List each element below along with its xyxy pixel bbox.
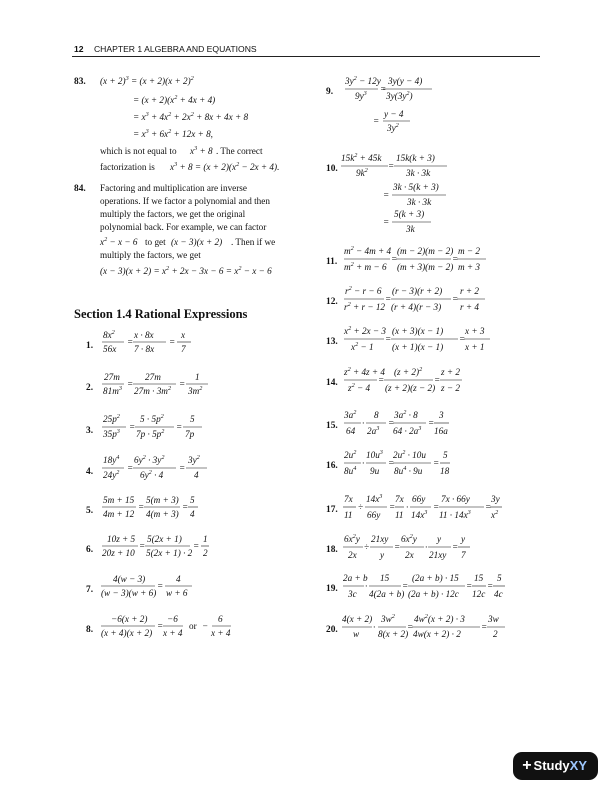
svg-text:=: = xyxy=(157,621,164,631)
svg-text:w + 6: w + 6 xyxy=(166,588,188,598)
svg-text:5: 5 xyxy=(190,414,195,424)
exercise-number: 10. xyxy=(326,164,338,174)
svg-text:= (x + 2)(x2 + 4x + 4): = $(x + 2)(x^2 + 4x + 4)$ xyxy=(133,94,216,105)
svg-text:multiply the factors, we get: multiply the factors, we get xyxy=(100,250,201,260)
svg-text:5: 5 xyxy=(443,450,448,460)
exercise-84 xyxy=(99,183,275,276)
svg-text:=: = xyxy=(485,502,492,512)
exercises-right xyxy=(341,75,503,639)
svg-text:(w − 3)(w + 6): (w − 3)(w + 6) xyxy=(101,588,157,598)
plus-icon: + xyxy=(522,757,532,774)
svg-text:3k · 3k: 3k · 3k xyxy=(406,168,431,178)
svg-text:=: = xyxy=(388,161,395,171)
studyxy-watermark: + StudyXY xyxy=(513,752,598,780)
svg-text:8(x + 2): 8(x + 2) xyxy=(378,629,409,639)
svg-text:= x3 + 4x2 + 2x2 + 8x + 4x + 8: = $x^3 + 4x^2 + 2x^2 + 8x + 4x + 8$ xyxy=(133,111,249,122)
svg-text:(x + 1)(x − 1): (x + 1)(x − 1) xyxy=(392,342,444,352)
svg-text:. The correct: . The correct xyxy=(216,146,263,156)
svg-text:4w(x + 2) · 2: 4w(x + 2) · 2 xyxy=(413,629,461,639)
svg-text:x2 + 2x − 3: $x^2 + 2x - 3$ xyxy=(344,325,387,336)
svg-text:w: w xyxy=(353,629,360,639)
exercise-number: 13. xyxy=(326,337,338,347)
svg-text:−6: −6 xyxy=(167,614,178,624)
svg-text:=: = xyxy=(373,116,380,126)
svg-text:=: = xyxy=(452,294,459,304)
svg-text:factorization is: factorization is xyxy=(100,162,155,172)
svg-text:x · 8x: x · 8x xyxy=(134,330,154,340)
svg-text:=: = xyxy=(193,541,200,551)
svg-text:4w2(x + 2) · 3: $4w^2(x + 2) \cdot 3$ xyxy=(414,613,465,624)
svg-text:14x3: $14x^3$ xyxy=(411,509,428,520)
svg-text:=: = xyxy=(434,375,441,385)
svg-text:3a2 · 8: $3a^2 \cdot 8$ xyxy=(394,409,418,420)
svg-text:8u4: $8u^4$ xyxy=(344,465,357,476)
svg-text:18y4: $18y^4$ xyxy=(103,454,120,465)
svg-text:−6(x + 2): −6(x + 2) xyxy=(111,614,148,624)
svg-text:(r − 3)(r + 2): (r − 3)(r + 2) xyxy=(392,286,443,296)
svg-text:81m3: $81m^3$ xyxy=(103,385,122,396)
svg-text:x + 1: x + 1 xyxy=(465,342,485,352)
exercise-number: 18. xyxy=(326,545,338,555)
svg-text:x: x xyxy=(181,330,186,340)
svg-text:3c: 3c xyxy=(348,589,357,599)
svg-text:66y: 66y xyxy=(367,510,381,520)
exercise-number: 17. xyxy=(326,505,338,515)
svg-text:24y2: $24y^2$ xyxy=(103,469,120,480)
svg-text:=: = xyxy=(129,422,136,432)
svg-text:=: = xyxy=(127,463,134,473)
svg-text:7p: 7p xyxy=(185,429,195,439)
svg-text:=: = xyxy=(389,502,396,512)
exercise-number: 19. xyxy=(326,584,338,594)
svg-text:=: = xyxy=(182,502,189,512)
svg-text:6x2y: $6x^2y$ xyxy=(401,533,417,544)
svg-text:r + 4: r + 4 xyxy=(460,302,479,312)
svg-text:27m: 27m xyxy=(104,372,120,382)
svg-text:3: 3 xyxy=(439,410,444,420)
or-word: or xyxy=(189,621,197,631)
svg-text:18: 18 xyxy=(440,466,450,476)
svg-text:= x3 + 6x2 + 12x + 8,: = $x^3 + 6x^2 + 12x + 8$, xyxy=(133,128,213,139)
svg-text:r2 + r − 12: $r^2 + r - 12$ xyxy=(344,301,386,312)
svg-text:=: = xyxy=(402,581,409,591)
svg-text:5: 5 xyxy=(497,573,502,583)
svg-text:multiply the factors, we get t: multiply the factors, we get the original xyxy=(100,209,246,219)
svg-text:. Then if we: . Then if we xyxy=(231,237,276,247)
svg-text:x + 4: x + 4 xyxy=(211,628,231,638)
exercise-number: 20. xyxy=(326,625,338,635)
svg-text:=: = xyxy=(481,622,488,632)
svg-text:(2a + b) · 15: (2a + b) · 15 xyxy=(412,573,459,583)
svg-text:(x − 3)(x + 2): (x − 3)(x + 2) xyxy=(171,237,223,247)
svg-text:3k · 3k: 3k · 3k xyxy=(407,197,432,207)
svg-text:9y3: $9y^3$ xyxy=(355,90,367,101)
svg-text:z2 − 4: $z^2 - 4$ xyxy=(348,382,371,393)
exercise-number: 84. xyxy=(74,184,86,194)
svg-text:x3 + 8: $x^3 + 8$ xyxy=(190,145,213,156)
svg-text:64: 64 xyxy=(346,426,356,436)
svg-text:15: 15 xyxy=(380,573,390,583)
exercise-83 xyxy=(100,75,279,172)
svg-text:(x + 2)3 = (x + 2)(x + 2)2: $(x + 2)^3 = (x + 2)(x + 2)^2$ xyxy=(100,75,194,86)
svg-text:9k2: $9k^2$ xyxy=(356,167,368,178)
svg-text:=: = xyxy=(452,542,459,552)
svg-text:=: = xyxy=(385,294,392,304)
svg-text:=: = xyxy=(127,337,134,347)
svg-text:x2 − x − 6: $x^2 - x - 6$ xyxy=(100,236,138,247)
chapter-title: CHAPTER 1 ALGEBRA AND EQUATIONS xyxy=(93,44,257,54)
exercise-number: 16. xyxy=(326,461,338,471)
section-title: Section 1.4 Rational Expressions xyxy=(74,307,248,321)
svg-text:2: 2 xyxy=(203,548,208,558)
exercise-number: 8. xyxy=(86,625,94,635)
svg-text:2x: 2x xyxy=(405,550,414,560)
svg-text:=: = xyxy=(433,502,440,512)
svg-text:m2 − 4m + 4: $m^2 - 4m + 4$ xyxy=(344,245,392,256)
svg-text:x + 4: x + 4 xyxy=(163,628,183,638)
page-number: 12 xyxy=(74,44,84,54)
svg-text:4: 4 xyxy=(176,574,181,584)
svg-text:x + 3: x + 3 xyxy=(465,326,485,336)
svg-text:=: = xyxy=(169,337,176,347)
svg-text:4(w − 3): 4(w − 3) xyxy=(113,574,146,584)
svg-text:2x: 2x xyxy=(348,550,357,560)
exercise-number: 1. xyxy=(86,341,94,351)
exercise-number: 15. xyxy=(326,421,338,431)
svg-text:=: = xyxy=(459,334,466,344)
svg-text:5(k + 3): 5(k + 3) xyxy=(394,209,425,219)
svg-text:y: y xyxy=(461,534,466,544)
svg-text:66y: 66y xyxy=(412,494,426,504)
svg-text:(x − 3)(x + 2) = x2 + 2x − 3x: $(x - 3)(x + 2) = x^2 + 2x - 3x - 6 = x^2 - x - 6$ xyxy=(100,265,272,276)
svg-text:=: = xyxy=(394,542,401,552)
exercise-number: 7. xyxy=(86,585,94,595)
svg-text:35p3: $35p^3$ xyxy=(103,428,120,439)
svg-text:z − 2: z − 2 xyxy=(441,383,460,393)
svg-text:z2 + 4z + 4: $z^2 + 4z + 4$ xyxy=(344,366,386,377)
svg-text:3m2: $3m^2$ xyxy=(188,385,203,396)
svg-text:6: 6 xyxy=(218,614,223,624)
svg-text:−: − xyxy=(202,621,209,631)
svg-text:3k · 5(k + 3): 3k · 5(k + 3) xyxy=(393,182,439,192)
svg-text:(2a + b) · 12c: (2a + b) · 12c xyxy=(408,589,459,599)
svg-text:Factoring and multiplication a: Factoring and multiplication are inverse xyxy=(100,183,247,193)
svg-text:7: 7 xyxy=(181,344,186,354)
svg-text:(z + 2)2: $(z + 2)^2$ xyxy=(394,366,423,377)
svg-text:·: · xyxy=(362,418,365,428)
svg-text:÷: ÷ xyxy=(364,542,370,552)
svg-text:m + 3: m + 3 xyxy=(458,262,481,272)
svg-text:4m + 12: 4m + 12 xyxy=(103,509,135,519)
svg-text:4(x + 2): 4(x + 2) xyxy=(342,614,373,624)
svg-text:2u2 · 10u: $2u^2 \cdot 10u$ xyxy=(393,449,426,460)
svg-text:27m: 27m xyxy=(145,372,161,382)
svg-text:7 · 8x: 7 · 8x xyxy=(134,344,155,354)
svg-text:polynomial back. For example,: polynomial back. For example, we can factor xyxy=(100,222,267,232)
svg-text:=: = xyxy=(380,84,387,94)
svg-text:=: = xyxy=(391,254,398,264)
exercise-number: 4. xyxy=(86,467,94,477)
svg-text:y: y xyxy=(437,534,442,544)
svg-text:x3 + 8 = (x + 2)(x2 − 2x + 4).: $x^3 + 8 = (x + 2)(x^2 - 2x + 4)$. xyxy=(170,161,280,172)
svg-text:21xy: 21xy xyxy=(429,550,447,560)
svg-text:6y2 · 4: $6y^2 \cdot 4$ xyxy=(140,469,164,480)
svg-text:5(2x + 1) · 2: 5(2x + 1) · 2 xyxy=(146,548,193,558)
exercise-number: 83. xyxy=(74,77,86,87)
svg-text:=: = xyxy=(487,581,494,591)
svg-text:=: = xyxy=(452,254,459,264)
svg-text:y − 4: y − 4 xyxy=(384,109,404,119)
svg-text:6y2 · 3y2: $6y^2 \cdot 3y^2$ xyxy=(134,454,165,465)
svg-text:11: 11 xyxy=(395,510,404,520)
svg-text:3y2 − 12y: $3y^2 - 12y$ xyxy=(345,75,381,86)
svg-text:=: = xyxy=(388,418,395,428)
svg-text:7: 7 xyxy=(461,550,466,560)
svg-text:21xy: 21xy xyxy=(371,534,389,544)
svg-text:3y: 3y xyxy=(491,494,500,504)
svg-text:16a: 16a xyxy=(434,426,448,436)
svg-text:(r + 4)(r − 3): (r + 4)(r − 3) xyxy=(391,302,442,312)
svg-text:6x2y: $6x^2y$ xyxy=(344,533,360,544)
svg-text:56x: 56x xyxy=(103,344,117,354)
svg-text:=: = xyxy=(466,581,473,591)
svg-text:=: = xyxy=(127,379,134,389)
svg-text:1: 1 xyxy=(195,372,200,382)
svg-text:64 · 2a3: $64 \cdot 2a^3$ xyxy=(393,425,422,436)
svg-text:7x: 7x xyxy=(344,494,353,504)
exercise-number: 14. xyxy=(326,378,338,388)
svg-text:5(2x + 1): 5(2x + 1) xyxy=(147,534,182,544)
svg-text:8u4 · 9u: $8u^4 \cdot 9u$ xyxy=(394,465,423,476)
svg-text:=: = xyxy=(179,463,186,473)
svg-text:5(m + 3): 5(m + 3) xyxy=(146,495,179,505)
exercise-number: 3. xyxy=(86,426,94,436)
p83-lead: which is not equal to xyxy=(100,146,177,156)
svg-text:3y2: $3y^2$ xyxy=(188,454,200,465)
svg-text:x2: $x^2$ xyxy=(491,509,499,520)
svg-text:=: = xyxy=(176,422,183,432)
svg-text:20z + 10: 20z + 10 xyxy=(102,548,135,558)
svg-text:3y2: $3y^2$ xyxy=(387,122,399,133)
svg-text:r + 2: r + 2 xyxy=(460,286,479,296)
svg-text:operations. If we factor a pol: operations. If we factor a polynomial and then xyxy=(100,196,270,206)
svg-text:7x: 7x xyxy=(395,494,404,504)
svg-text:m − 2: m − 2 xyxy=(458,246,481,256)
svg-text:5m + 15: 5m + 15 xyxy=(103,495,135,505)
svg-text:·: · xyxy=(365,581,368,591)
svg-text:=: = xyxy=(388,458,395,468)
svg-text:=: = xyxy=(378,375,385,385)
svg-text:15k(k + 3): 15k(k + 3) xyxy=(396,153,435,163)
svg-text:=: = xyxy=(138,502,145,512)
exercises-left xyxy=(101,329,208,638)
exercise-number: 2. xyxy=(86,383,94,393)
svg-text:10u3: $10u^3$ xyxy=(366,449,383,460)
svg-text:9u: 9u xyxy=(370,466,380,476)
svg-text:8x2: $8x^2$ xyxy=(103,329,115,340)
svg-text:12c: 12c xyxy=(472,589,486,599)
svg-text:·: · xyxy=(425,542,428,552)
svg-text:25p2: $25p^2$ xyxy=(103,413,120,424)
svg-text:1: 1 xyxy=(203,534,208,544)
svg-text:7p · 5p2: $7p \cdot 5p^2$ xyxy=(136,428,165,439)
svg-text:4: 4 xyxy=(194,470,199,480)
svg-text:10z + 5: 10z + 5 xyxy=(107,534,136,544)
svg-text:·: · xyxy=(373,622,376,632)
svg-text:4c: 4c xyxy=(494,589,503,599)
svg-text:=: = xyxy=(139,541,146,551)
svg-text:14x3: $14x^3$ xyxy=(366,493,383,504)
exercise-number: 5. xyxy=(86,506,94,516)
svg-text:3y(y − 4): 3y(y − 4) xyxy=(388,76,423,86)
svg-text:y: y xyxy=(380,550,385,560)
exercise-number: 12. xyxy=(326,297,338,307)
svg-text:15: 15 xyxy=(474,573,484,583)
svg-text:=: = xyxy=(385,334,392,344)
svg-text:3y(3y2): $3y(3y^2)$ xyxy=(386,90,413,101)
svg-text:=: = xyxy=(407,622,414,632)
svg-text:=: = xyxy=(157,581,164,591)
svg-text:z + 2: z + 2 xyxy=(441,367,460,377)
svg-text:·: · xyxy=(362,458,365,468)
svg-text:=: = xyxy=(383,217,390,227)
svg-text:÷: ÷ xyxy=(358,502,364,512)
svg-text:5: 5 xyxy=(190,495,195,505)
svg-text:4(2a + b): 4(2a + b) xyxy=(369,589,405,599)
svg-text:r2 − r − 6: $r^2 - r - 6$ xyxy=(345,285,382,296)
svg-text:=: = xyxy=(179,379,186,389)
svg-text:7x · 66y: 7x · 66y xyxy=(441,494,470,504)
exercise-number: 9. xyxy=(326,87,334,97)
exercise-number: 11. xyxy=(326,257,338,267)
svg-text:15k2 + 45k: $15k^2 + 45k$ xyxy=(341,152,382,163)
svg-text:to get: to get xyxy=(145,237,166,247)
svg-text:8: 8 xyxy=(374,410,379,420)
svg-text:3w: 3w xyxy=(488,614,499,624)
svg-text:27m · 3m2: $27m \cdot 3m^2$ xyxy=(134,385,172,396)
svg-text:3k: 3k xyxy=(406,224,415,234)
svg-text:2u2: $2u^2$ xyxy=(344,449,357,460)
svg-text:5 · 5p2: $5 \cdot 5p^2$ xyxy=(140,413,164,424)
svg-text:(x + 4)(x + 2): (x + 4)(x + 2) xyxy=(101,628,153,638)
svg-text:(x + 3)(x − 1): (x + 3)(x − 1) xyxy=(392,326,444,336)
svg-text:2a + b: 2a + b xyxy=(343,573,368,583)
svg-text:11 · 14x3: $11 \cdot 14x^3$ xyxy=(439,509,471,520)
svg-text:x2 − 1: $x^2 - 1$ xyxy=(351,341,374,352)
svg-text:(m − 2)(m − 2): (m − 2)(m − 2) xyxy=(397,246,454,256)
svg-text:=: = xyxy=(433,458,440,468)
svg-text:m2 + m − 6: $m^2 + m - 6$ xyxy=(344,261,387,272)
svg-text:=: = xyxy=(428,418,435,428)
svg-text:=: = xyxy=(383,190,390,200)
svg-text:4(m + 3): 4(m + 3) xyxy=(146,509,179,519)
svg-text:3w2: $3w^2$ xyxy=(381,613,395,624)
svg-text:4: 4 xyxy=(190,509,195,519)
svg-text:·: · xyxy=(406,502,409,512)
exercise-number: 6. xyxy=(86,545,94,555)
svg-text:(m + 3)(m − 2): (m + 3)(m − 2) xyxy=(397,262,454,272)
svg-text:(z + 2)(z − 2): (z + 2)(z − 2) xyxy=(385,383,436,393)
svg-text:11: 11 xyxy=(344,510,353,520)
svg-text:3a2: $3a^2$ xyxy=(344,409,357,420)
svg-text:2a3: $2a^3$ xyxy=(367,425,380,436)
svg-text:2: 2 xyxy=(493,629,498,639)
